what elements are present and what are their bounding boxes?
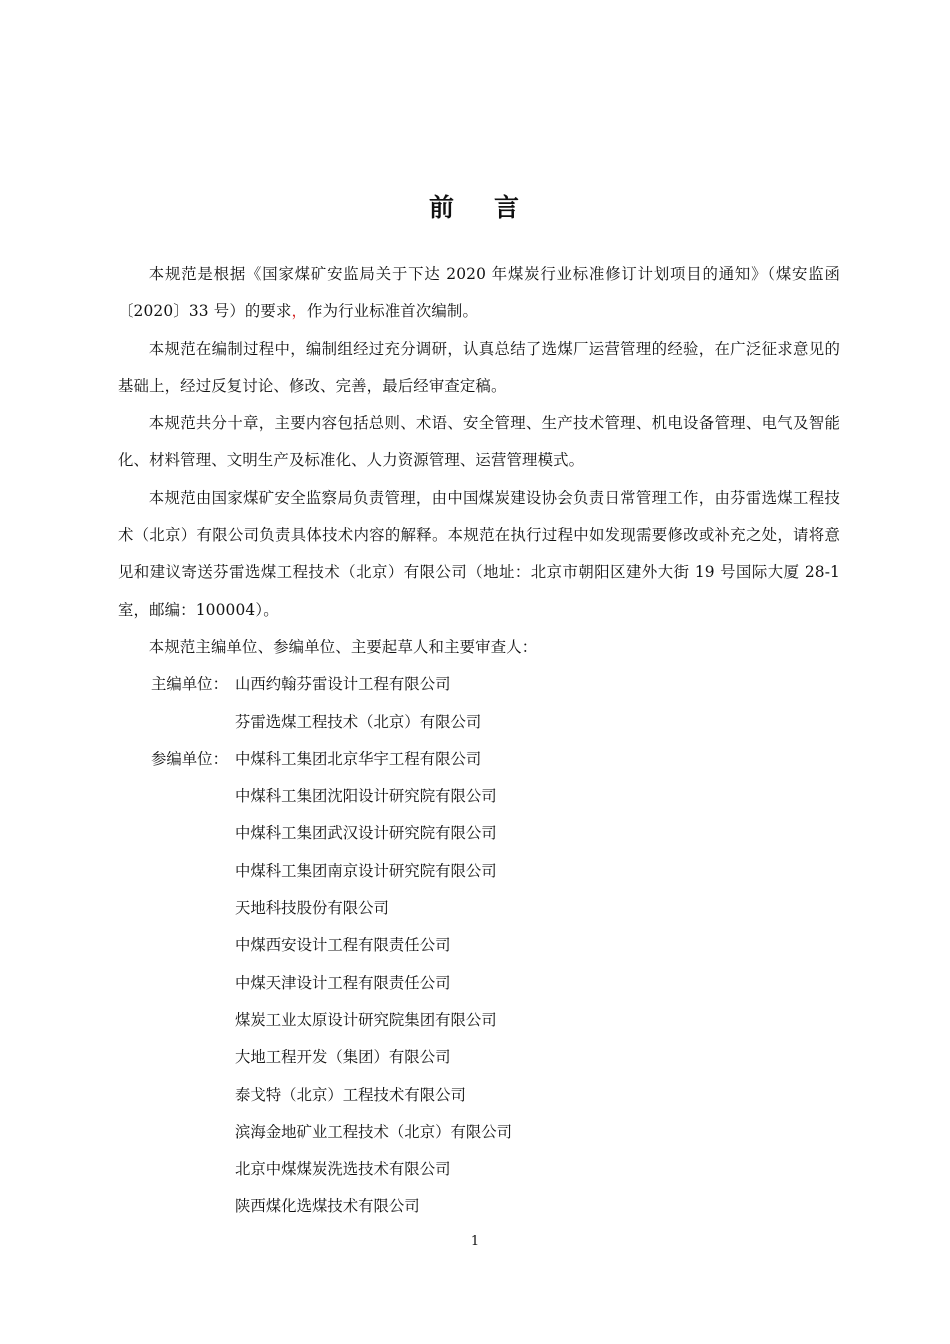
page-number: 1 (470, 1234, 480, 1249)
list-item (118, 1039, 840, 1076)
unit-name: 中煤科工集团沈阳设计研究院有限公司 (235, 787, 497, 806)
unit-name: 中煤科工集团南京设计研究院有限公司 (235, 861, 497, 880)
chief-units-list (118, 666, 840, 741)
unit-name: 芬雷选煤工程技术（北京）有限公司 (235, 712, 482, 731)
paragraph-5: 本规范主编单位、参编单位、主要起草人和主要审查人： (148, 637, 538, 656)
unit-name: 北京中煤煤炭洗选技术有限公司 (235, 1160, 451, 1179)
list-item (118, 853, 840, 890)
unit-name: 天地科技股份有限公司 (235, 899, 389, 918)
list-item (118, 666, 840, 703)
paragraph-1: 本规范是根据《国家煤矿安监局关于下达 2020 年煤炭行业标准修订计划项目的通知》（煤安监函〔2020〕33 号）的要求，作为行业标准首次编制。 (118, 265, 840, 321)
unit-name: 山西约翰芬雷设计工程有限公司 (235, 675, 451, 694)
list-item (118, 741, 840, 778)
paragraph-2: 本规范在编制过程中，编制组经过充分调研，认真总结了选煤厂运营管理的经验，在广泛征求意见的基础上，经过反复讨论、修改、完善，最后经审查定稿。 (118, 339, 840, 395)
document-body (118, 256, 840, 1226)
list-item (118, 1151, 840, 1188)
title-char-1: 前 (428, 193, 456, 222)
participating-units-list (118, 741, 840, 1226)
unit-name: 滨海金地矿业工程技术（北京）有限公司 (235, 1122, 513, 1141)
list-item (118, 965, 840, 1002)
page-title (0, 186, 950, 230)
unit-name: 泰戈特（北京）工程技术有限公司 (235, 1085, 466, 1104)
list-item (118, 778, 840, 815)
unit-name: 陕西煤化选煤技术有限公司 (235, 1197, 420, 1216)
list-item (118, 1002, 840, 1039)
list-item (118, 1188, 840, 1225)
paragraph-3: 本规范共分十章，主要内容包括总则、术语、安全管理、生产技术管理、机电设备管理、电气及智能化、材料管理、文明生产及标准化、人力资源管理、运营管理模式。 (118, 414, 840, 470)
highlighted-comma: ， (291, 302, 308, 321)
list-item (118, 927, 840, 964)
title-char-2: 言 (494, 193, 522, 222)
list-item (118, 1077, 840, 1114)
chief-units-label: 主编单位： (151, 675, 228, 694)
unit-name: 中煤科工集团北京华宇工程有限公司 (235, 749, 482, 768)
unit-name: 大地工程开发（集团）有限公司 (235, 1048, 451, 1067)
unit-name: 煤炭工业太原设计研究院集团有限公司 (235, 1010, 497, 1029)
paragraph-4: 本规范由国家煤矿安全监察局负责管理，由中国煤炭建设协会负责日常管理工作，由芬雷选煤工程技术（北京）有限公司负责具体技术内容的解释。本规范在执行过程中如发现需要修改或补充之处，请将意见和建议寄送芬雷选煤工程技术（北京）有限公司（地址：北京市朝阳区建外大街 19 号国际大厦 28-1 室，邮编：100004）。 (118, 488, 840, 619)
list-item (118, 815, 840, 852)
list-item (118, 704, 840, 741)
unit-name: 中煤西安设计工程有限责任公司 (235, 936, 451, 955)
list-item (118, 1114, 840, 1151)
unit-name: 中煤天津设计工程有限责任公司 (235, 973, 451, 992)
unit-name: 中煤科工集团武汉设计研究院有限公司 (235, 824, 497, 843)
list-item (118, 890, 840, 927)
participating-units-label: 参编单位： (151, 749, 228, 768)
